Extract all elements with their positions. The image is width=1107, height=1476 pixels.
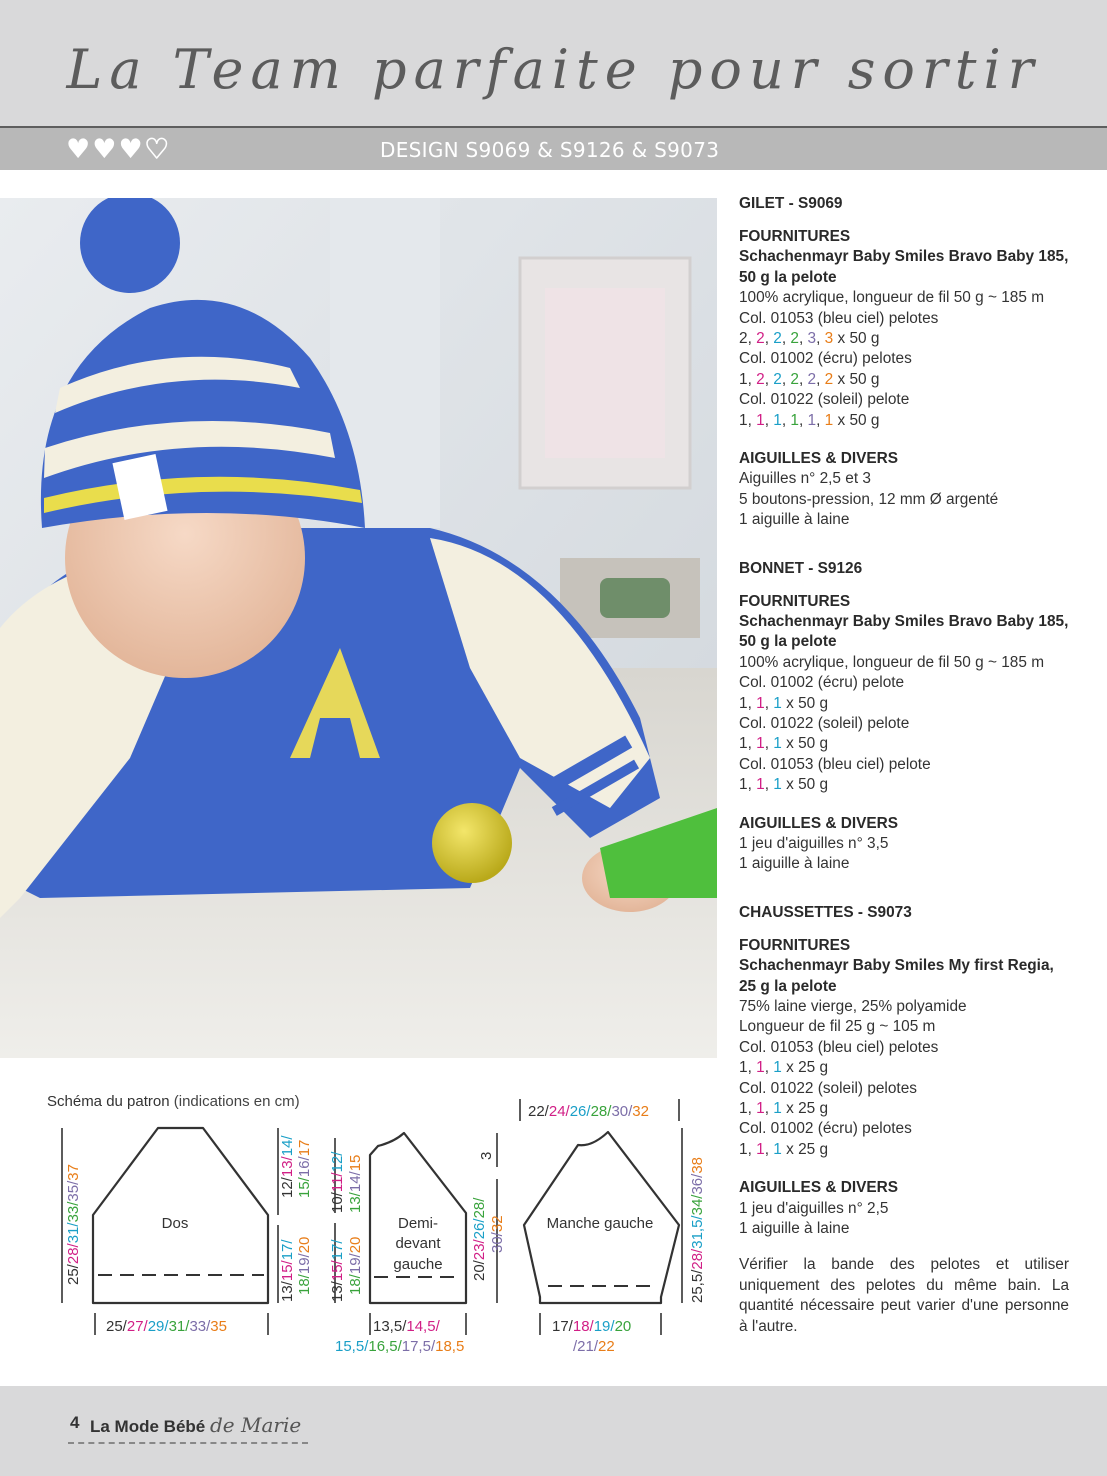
dd-neck-measure: 3 xyxy=(478,1151,495,1160)
bonnet-yarn: Schachenmayr Baby Smiles Bravo Baby 185, 50 g la pelote xyxy=(739,612,1069,651)
page-number: 4 xyxy=(70,1413,80,1432)
gilet-color-qty: 1, 1, 1, 1, 1, 1 x 50 g xyxy=(739,411,880,429)
chaussettes-yarn: Schachenmayr Baby Smiles My first Regia, 25 g la pelote xyxy=(739,957,1054,995)
bonnet-color-qty: 1, 1, 1 x 50 g xyxy=(739,735,829,753)
bonnet-color-label: Col. 01002 (écru) pelote xyxy=(739,674,905,692)
dos-height-measure: 25/28/31/33/35/37 xyxy=(65,1164,82,1285)
bonnet-color-qty: 1, 1, 1 x 50 g xyxy=(739,776,829,794)
heart-filled-icon: ♥ xyxy=(118,134,143,165)
gilet-needle-item: Aiguilles n° 2,5 et 3 xyxy=(739,470,871,488)
demi-devant-label-1: Demi- xyxy=(398,1215,438,1232)
demi-devant-label-3: gauche xyxy=(393,1256,443,1273)
dos-raglan-measure-1: 12/13/14/ xyxy=(279,1135,296,1198)
supplies-column xyxy=(739,194,1069,1337)
bonnet-composition: 100% acrylique, longueur de fil 50 g ~ 185 m xyxy=(739,653,1045,671)
demi-devant-label-2: devant xyxy=(395,1235,441,1252)
gilet-needles-heading: AIGUILLES & DIVERS xyxy=(739,449,899,467)
page-footer xyxy=(0,1386,1107,1476)
chaussettes-needle-item: 1 jeu d'aiguilles n° 2,5 xyxy=(739,1199,889,1217)
bonnet-fournitures-heading: FOURNITURES xyxy=(739,592,851,610)
dos-side-measure-1: 13/15/17/ xyxy=(279,1239,296,1302)
design-code: DESIGN S9069 & S9126 & S9073 xyxy=(380,138,720,162)
bonnet-color-qty: 1, 1, 1 x 50 g xyxy=(739,694,829,712)
gilet-fournitures-heading: FOURNITURES xyxy=(739,227,851,245)
chaussettes-needles-heading: AIGUILLES & DIVERS xyxy=(739,1179,899,1197)
bonnet-needle-item: 1 aiguille à laine xyxy=(739,855,850,873)
dos-raglan-measure-2: 15/16/17 xyxy=(296,1139,313,1198)
manche-width-measure-1: 17/18/19/20 xyxy=(552,1318,632,1335)
dd-width-measure-1: 13,5/14,5/ xyxy=(373,1318,440,1335)
chaussettes-length: Longueur de fil 25 g ~ 105 m xyxy=(739,1018,936,1036)
design-bar xyxy=(0,128,1107,170)
footer-dashed-rule xyxy=(68,1442,308,1444)
chaussettes-color-qty: 1, 1, 1 x 25 g xyxy=(739,1099,829,1117)
gilet-color-label: Col. 01002 (écru) pelotes xyxy=(739,350,912,368)
chaussettes-color-qty: 1, 1, 1 x 25 g xyxy=(739,1059,829,1077)
manche-top-measure: 22/24/26/28/30/32 xyxy=(528,1103,649,1120)
dos-width-measure: 25/27/29/31/33/35 xyxy=(106,1318,227,1335)
bonnet-color-label: Col. 01022 (soleil) pelote xyxy=(739,714,910,732)
page-title: La Team parfaite pour sortir xyxy=(66,38,1041,101)
gilet-yarn: Schachenmayr Baby Smiles Bravo Baby 185, 50 g la pelote xyxy=(739,248,1069,286)
gilet-needle-item: 1 aiguille à laine xyxy=(739,511,850,529)
page-header xyxy=(0,0,1107,126)
dd-height-measure-2: 30/32 xyxy=(489,1215,506,1253)
gilet-color-label: Col. 01053 (bleu ciel) pelotes xyxy=(739,309,939,327)
chaussettes-composition: 75% laine vierge, 25% polyamide xyxy=(739,997,967,1015)
magazine-brand: La Mode Bébé de Marie xyxy=(90,1413,302,1437)
heart-filled-icon: ♥ xyxy=(66,134,91,165)
chaussettes-color-label: Col. 01002 (écru) pelotes xyxy=(739,1120,912,1138)
chaussettes-color-label: Col. 01053 (bleu ciel) pelotes xyxy=(739,1038,939,1056)
dd-raglan-measure-2: 13/14/15 xyxy=(347,1154,364,1213)
chaussettes-needle-item: 1 aiguille à laine xyxy=(739,1219,850,1237)
gilet-composition: 100% acrylique, longueur de fil 50 g ~ 185 m xyxy=(739,289,1045,307)
dd-raglan-measure-1: 10/11/12/ xyxy=(329,1151,346,1213)
chaussettes-color-label: Col. 01022 (soleil) pelotes xyxy=(739,1079,917,1097)
manche-height-measure: 25,5/28/31,5/34/36/38 xyxy=(689,1156,706,1303)
chaussettes-fournitures-heading: FOURNITURES xyxy=(739,936,851,954)
manche-label: Manche gauche xyxy=(546,1215,654,1232)
bonnet-title: BONNET - S9126 xyxy=(739,559,863,577)
dd-side-measure-1: 13/15/17/ xyxy=(329,1239,346,1302)
gilet-color-label: Col. 01022 (soleil) pelote xyxy=(739,391,910,409)
heart-outline-icon: ♥ xyxy=(144,134,169,165)
dd-height-measure-1: 20/23/26/28/ xyxy=(471,1197,488,1281)
yarn-note: Vérifier la bande des pelotes et utiliser uniquement des pelotes du même bain. La quantité nécessaire peut varier d'une personne à l'autre. xyxy=(739,1256,1069,1335)
gilet-color-qty: 2, 2, 2, 2, 3, 3 x 50 g xyxy=(739,329,880,347)
gilet-needle-item: 5 boutons-pression, 12 mm Ø argenté xyxy=(739,490,999,508)
manche-width-measure-2: /21/22 xyxy=(573,1338,615,1355)
dos-label: Dos xyxy=(161,1215,189,1232)
gilet-color-qty: 1, 2, 2, 2, 2, 2 x 50 g xyxy=(739,370,880,388)
pattern-schema xyxy=(0,1095,720,1375)
schema-title: Schéma du patron (indications en cm) xyxy=(47,1093,300,1110)
gilet-title: GILET - S9069 xyxy=(739,195,843,212)
dos-side-measure-2: 18/19/20 xyxy=(296,1236,313,1295)
dd-side-measure-2: 18/19/20 xyxy=(347,1236,364,1295)
chaussettes-color-qty: 1, 1, 1 x 25 g xyxy=(739,1140,829,1158)
bonnet-color-label: Col. 01053 (bleu ciel) pelote xyxy=(739,755,931,773)
baby-photo xyxy=(0,198,717,1058)
bonnet-needle-item: 1 jeu d'aiguilles n° 3,5 xyxy=(739,834,889,852)
heart-filled-icon: ♥ xyxy=(92,134,117,165)
difficulty-rating xyxy=(66,136,169,163)
bonnet-needles-heading: AIGUILLES & DIVERS xyxy=(739,814,899,832)
chaussettes-title: CHAUSSETTES - S9073 xyxy=(739,903,912,921)
dd-width-measure-2: 15,5/16,5/17,5/18,5 xyxy=(335,1338,465,1355)
